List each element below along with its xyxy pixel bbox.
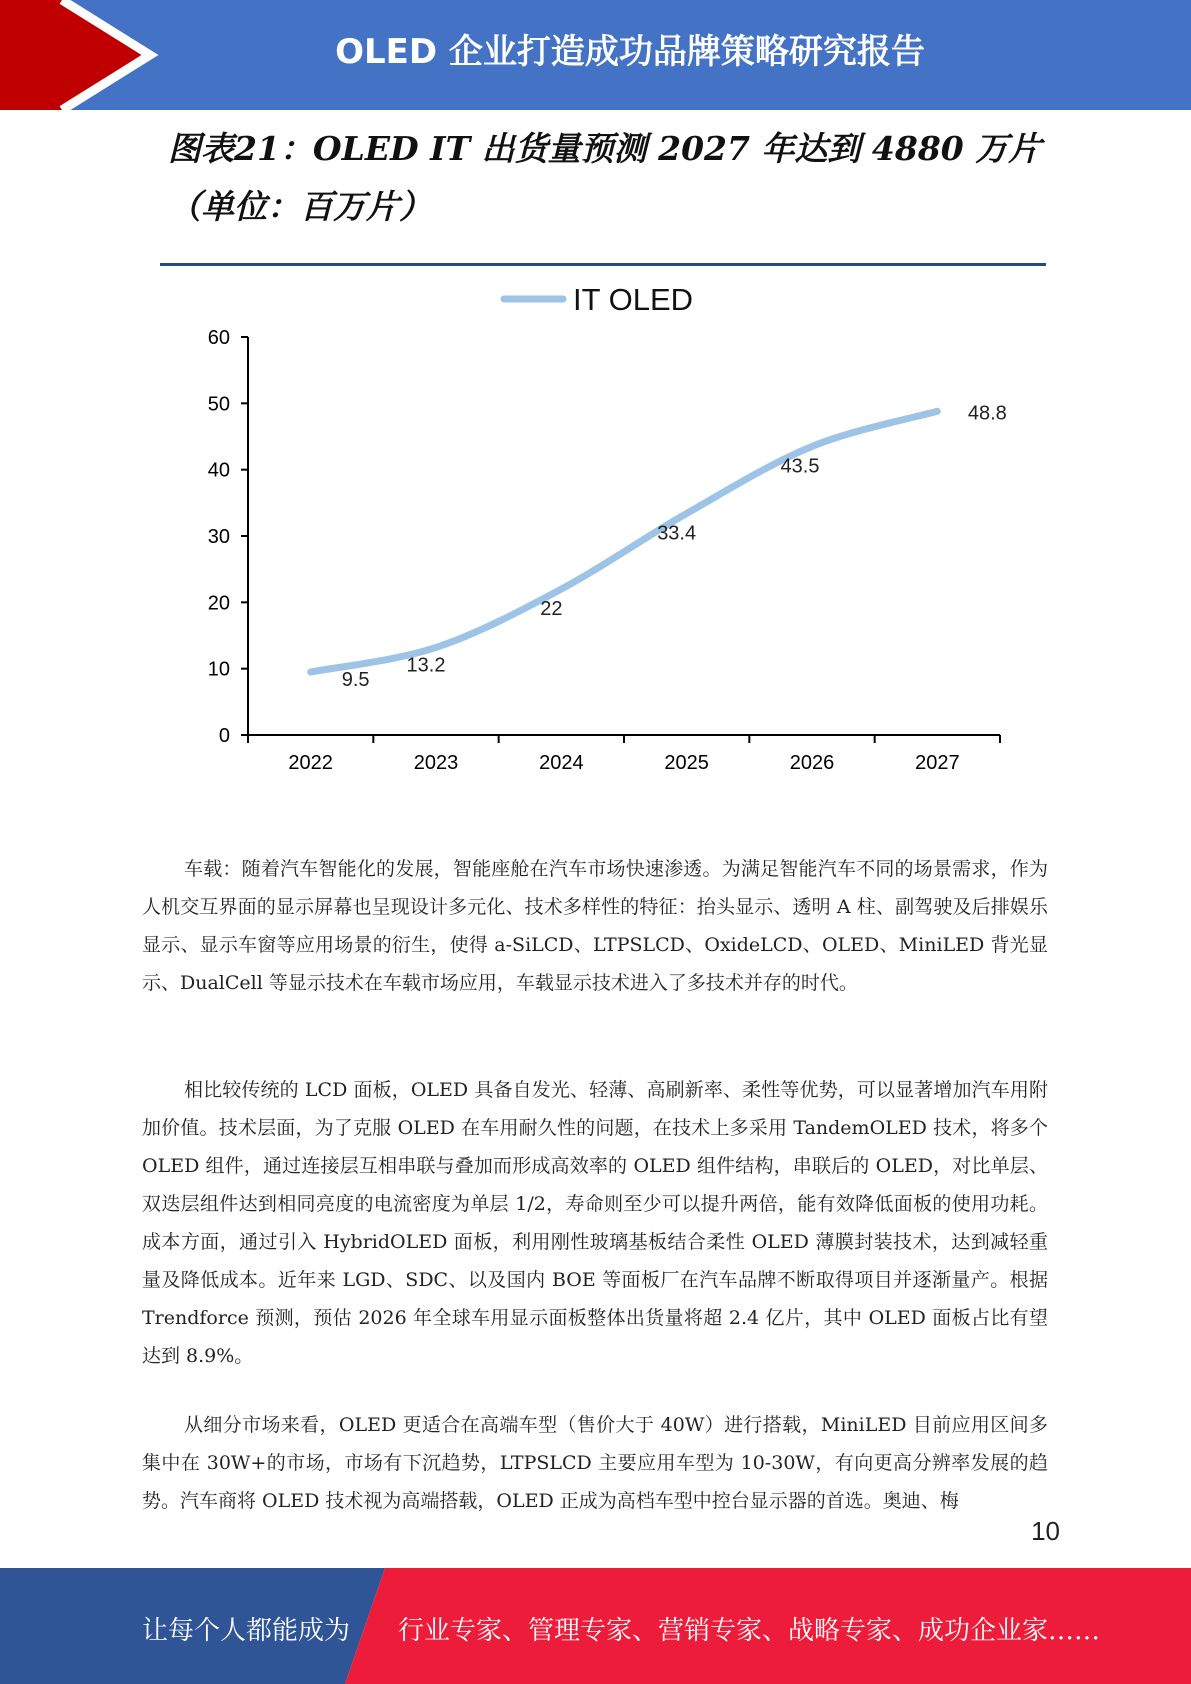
y-tick-label: 60: [207, 327, 230, 349]
footer-slogan-left: 让每个人都能成为: [142, 1616, 351, 1646]
series-line-it-oled: [311, 411, 938, 672]
chart-legend: [504, 282, 693, 317]
x-tick-label: 2023: [413, 752, 459, 770]
data-label: 13.2: [406, 654, 446, 677]
data-label: 48.8: [967, 402, 1007, 425]
figure-title: 图表21：OLED IT 出货量预测 2027 年达到 4880 万片（单位：百万片）: [168, 129, 1042, 226]
data-label: 22: [540, 598, 563, 621]
data-label: 43.5: [780, 455, 820, 478]
paragraph-1: 车载：随着汽车智能化的发展，智能座舱在汽车市场快速渗透。为满足智能汽车不同的场景需求，作为人机交互界面的显示屏幕也呈现设计多元化、技术多样性的特征：抬头显示、透明 A 柱、副驾驶及后排娱乐显示、显示车窗等应用场景的衍生，使得 a-SiLCD、LTPSLCD、OxideLCD、OLED、MiniLED 背光显示、DualCell 等显示技术在车载市场应用，车载显示技术进入了多技术并存的时代。: [142, 858, 1048, 994]
header-arrow-icon: [0, 0, 160, 110]
footer-slogan-right: 行业专家、管理专家、营销专家、战略专家、成功企业家……: [398, 1616, 1101, 1646]
data-label: 9.5: [341, 668, 370, 691]
y-tick-label: 10: [207, 658, 230, 681]
figure-title-rule: [160, 263, 1046, 266]
y-tick-label: 20: [207, 592, 230, 615]
legend-label: IT OLED: [573, 282, 694, 317]
y-tick-label: 40: [207, 459, 230, 482]
chart-axes: [208, 327, 1000, 770]
page-header: [0, 0, 1191, 110]
x-tick-label: 2022: [288, 752, 333, 770]
page-number: 10: [1031, 1516, 1060, 1546]
data-label: 33.4: [657, 522, 697, 545]
x-tick-label: 2027: [915, 752, 960, 770]
paragraph-2: 相比较传统的 LCD 面板，OLED 具备自发光、轻薄、高刷新率、柔性等优势，可以显著增加汽车用附加价值。技术层面，为了克服 OLED 在车用耐久性的问题，在技术上多采用 TandemOLED 技术，将多个 OLED 组件，通过连接层互相串联与叠加而形成高效率的 OLED 组件结构，串联后的 OLED，对比单层、双迭层组件达到相同亮度的电流密度为单层 1/2，寿命则至少可以提升两倍，能有效降低面板的使用功耗。成本方面，通过引入 HybridOLED 面板，利用刚性玻璃基板结合柔性 OLED 薄膜封装技术，达到减轻重量及降低成本。近年来 LGD、SDC、以及国内 BOE 等面板厂在汽车品牌不断取得项目并逐渐量产。根据 Trendforce 预测，预估 2026 年全球车用显示面板整体出货量将超 2.4 亿片，其中 OLED 面板占比有望达到 8.9%。: [142, 1079, 1048, 1367]
x-tick-label: 2024: [539, 752, 584, 770]
x-tick-label: 2026: [789, 752, 835, 770]
line-chart: [160, 270, 1040, 770]
page-header-title: OLED 企业打造成功品牌策略研究报告: [335, 32, 925, 72]
y-tick-label: 0: [218, 725, 230, 747]
chart-series: [311, 402, 1007, 691]
y-tick-label: 50: [207, 393, 230, 416]
y-tick-label: 30: [207, 526, 230, 548]
paragraph-3: 从细分市场来看，OLED 更适合在高端车型（售价大于 40W）进行搭载，MiniLED 目前应用区间多集中在 30W+的市场，市场有下沉趋势，LTPSLCD 主要应用车型为 10-30W，有向更高分辨率发展的趋势。汽车商将 OLED 技术视为高端搭载，OLED 正成为高档车型中控台显示器的首选。奥迪、梅: [142, 1414, 1048, 1512]
x-tick-label: 2025: [664, 752, 709, 770]
